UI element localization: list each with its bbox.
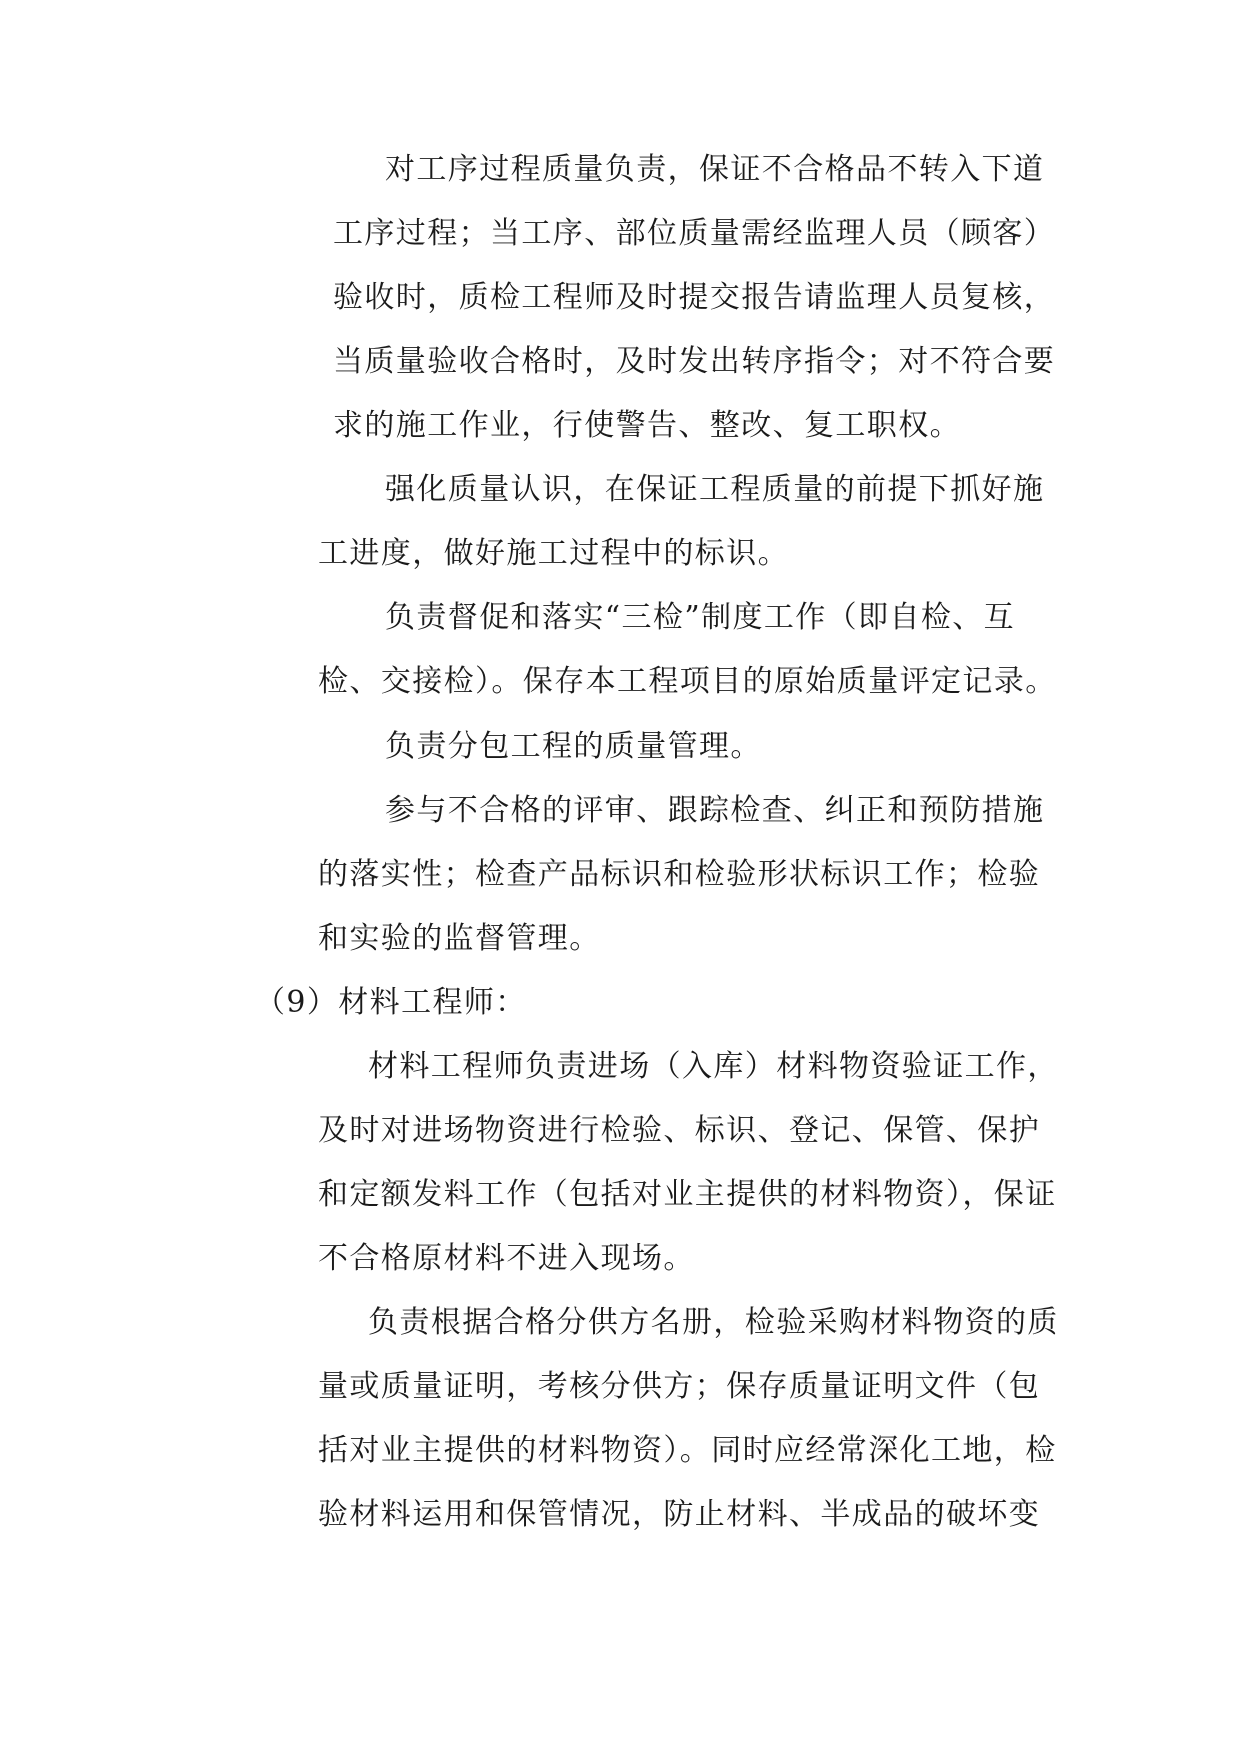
text-line: 及时对进场物资进行检验、标识、登记、保管、保护 bbox=[318, 1113, 1041, 1148]
text-line: 材料工程师负责进场（入库）材料物资验证工作， bbox=[368, 1049, 1059, 1084]
text-line: 验材料运用和保管情况，防止材料、半成品的破坏变 bbox=[318, 1497, 1041, 1532]
text-line: 和定额发料工作（包括对业主提供的材料物资），保证 bbox=[318, 1177, 1057, 1212]
text-line: 工进度，做好施工过程中的标识。 bbox=[318, 536, 789, 571]
text-line: 强化质量认识，在保证工程质量的前提下抓好施 bbox=[385, 472, 1045, 507]
text-line: 和实验的监督管理。 bbox=[318, 921, 601, 956]
text-line: 负责根据合格分供方名册，检验采购材料物资的质 bbox=[368, 1305, 1059, 1340]
text-line: 负责分包工程的质量管理。 bbox=[385, 729, 762, 764]
text-line: 的落实性；检查产品标识和检验形状标识工作；检验 bbox=[318, 857, 1041, 892]
text-line: 对工序过程质量负责，保证不合格品不转入下道 bbox=[385, 152, 1045, 187]
section-heading: （9）材料工程师： bbox=[255, 985, 527, 1020]
text-line: 不合格原材料不进入现场。 bbox=[318, 1241, 695, 1276]
text-line: 负责督促和落实“三检”制度工作（即自检、互 bbox=[385, 600, 1016, 635]
text-line: 工序过程；当工序、部位质量需经监理人员（顾客） bbox=[333, 216, 1056, 251]
text-line: 检、交接检）。保存本工程项目的原始质量评定记录。 bbox=[318, 664, 1057, 699]
text-line: 当质量验收合格时，及时发出转序指令；对不符合要 bbox=[333, 344, 1056, 379]
text-line: 量或质量证明，考核分供方；保存质量证明文件（包 bbox=[318, 1369, 1041, 1404]
text-line: 参与不合格的评审、跟踪检查、纠正和预防措施 bbox=[385, 793, 1045, 828]
text-line: 求的施工作业，行使警告、整改、复工职权。 bbox=[333, 408, 961, 443]
text-line: 括对业主提供的材料物资）。同时应经常深化工地，检 bbox=[318, 1433, 1057, 1468]
text-line: 验收时，质检工程师及时提交报告请监理人员复核， bbox=[333, 280, 1056, 315]
